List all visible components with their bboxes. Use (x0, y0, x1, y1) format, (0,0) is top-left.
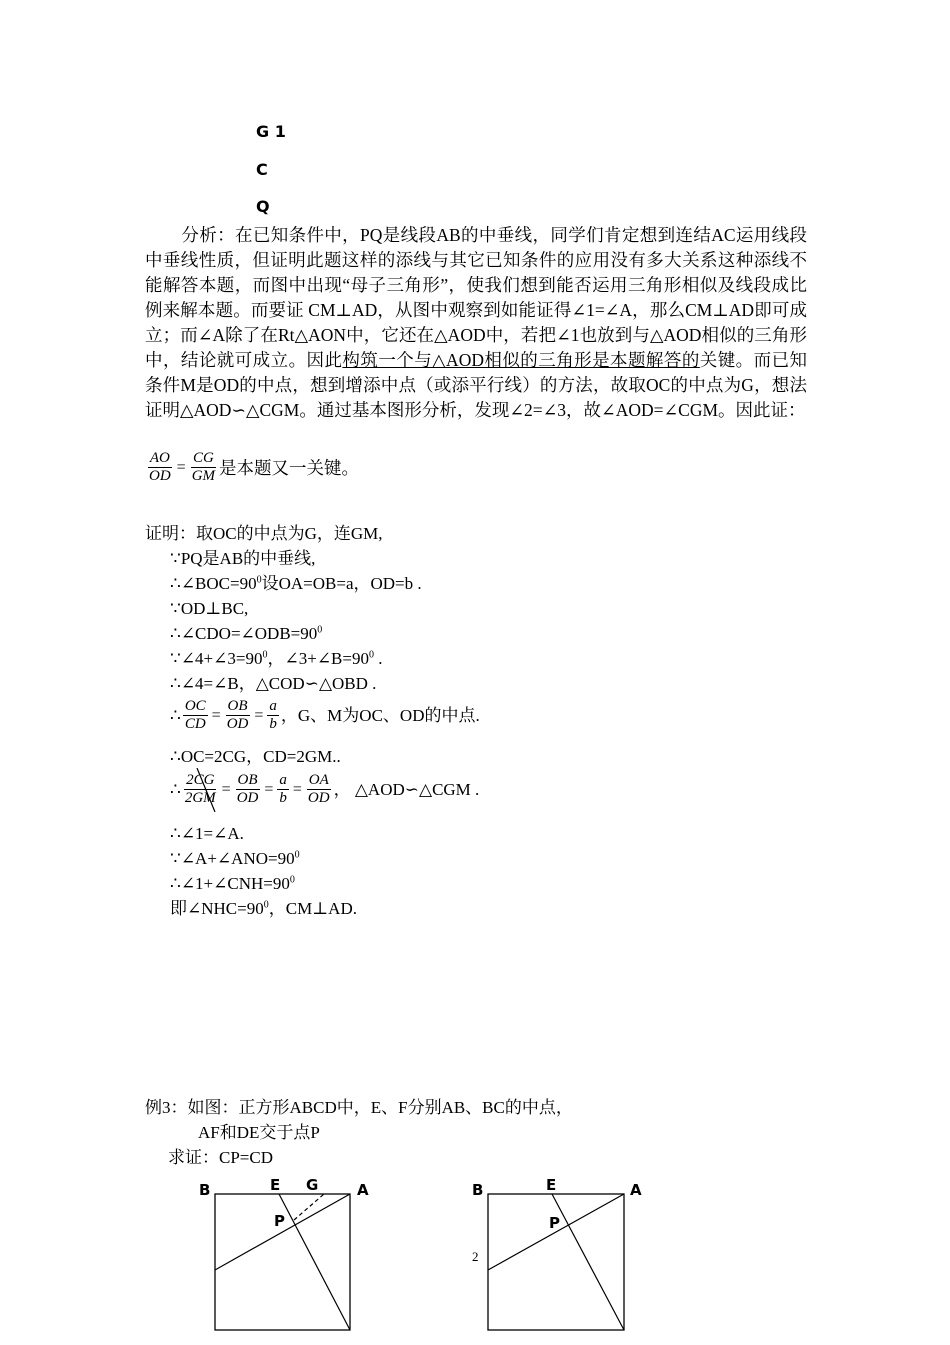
proof-line-10: ∴ $\frac{2CG}{2GM}$ = $\frac{OB}{OD}$ = $\frac{a}{b}$ = $\frac{OA}{OD}$ ， △AOD∽△CGM . (170, 772, 479, 807)
proof-line-1: 证明：取OC的中点为G，连GM, (145, 524, 383, 543)
analysis-fraction-suffix: 是本题又一关键。 (219, 457, 360, 478)
fig1-label-a: A (357, 1181, 369, 1199)
line-af (215, 1194, 350, 1270)
fraction-cg-gm: $\frac{CG}{GM}$ (191, 450, 216, 484)
proof-line-8: ∴ $\frac{OC}{CD}$ = $\frac{OB}{OD}$ = $\frac{a}{b}$ ，G、M为OC、OD的中点. (170, 698, 480, 732)
proof-line-12: $\because\angle A+\angle ANO=90^0$ (170, 849, 300, 868)
analysis-text-1: 分析：在已知条件中，PQ是线段AB的中垂线，同学们肯定想到连结AC运用线段中垂线性质，但证明此题这样的添线与其它已知条件的应用没有多大关系这种添线不能解答本题，而图中出现“母子三角形”，使我们想到能否运用三角形相似及线段成比例来解本题。而要证 CM⊥AD，从图中观察到如能证得∠1=∠A，那么CM⊥AD即可成立；而∠A除了在Rt△AON中，它还在△AOD中，若把∠1也放到与△AOD相似的三角形中，结论就可成立。因此 (145, 225, 807, 370)
proof-line-2: ∵PQ是AB的中垂线, (170, 549, 316, 568)
label-c: C (256, 160, 268, 179)
fig1-label-b: B (199, 1181, 211, 1199)
proof-line-3: $\therefore\angle BOC=90^0$设OA=OB=a，OD=b . (170, 574, 422, 593)
fig2-label-p: P (549, 1214, 560, 1232)
analysis-fraction-line: $\frac{AO}{OD}$ = $\frac{CG}{GM}$ 是本题又一关键。 (149, 450, 360, 484)
fraction-oc-cd: $\frac{OC}{CD}$ (184, 698, 206, 732)
fraction-a-b-2: $\frac{a}{b}$ (279, 772, 287, 806)
proof-line-4: ∵OD⊥BC, (170, 599, 249, 618)
label-q: Q (256, 197, 270, 216)
strike-mark (191, 768, 221, 812)
example3-line-2: AF和DE交于点P (198, 1123, 320, 1142)
example3-line-1: 例3：如图：正方形ABCD中，E、F分别AB、BC的中点， (145, 1098, 573, 1117)
fraction-oa-od: $\frac{OA}{OD}$ (307, 772, 330, 806)
dashed-line-pg (294, 1194, 324, 1220)
fraction-ob-od-2: $\frac{OB}{OD}$ (236, 772, 259, 806)
fraction-ob-od: $\frac{OB}{OD}$ (226, 698, 249, 732)
fig1-label-g: G (306, 1176, 319, 1194)
proof-line-7: ∴∠4=∠B，△COD∽△OBD . (170, 674, 377, 693)
fig2-mark-2: 2 (472, 1249, 479, 1264)
proof-line-5: $\therefore\angle CDO=\angle ODB=90^0$ (170, 624, 323, 643)
label-g1: G 1 (256, 122, 286, 141)
analysis-underlined: 构筑一个与△AOD相似的三角形是本题解答的 (342, 350, 700, 370)
fig2-label-e: E (546, 1176, 557, 1194)
fig2-label-a: A (630, 1181, 642, 1199)
analysis-paragraph (145, 223, 807, 423)
figure-2 (463, 1170, 663, 1340)
proof-line-14: 即$\angle NHC=90^0$，CM⊥AD. (170, 899, 357, 918)
line-af-2 (488, 1194, 624, 1270)
proof-line-9: ∴OC=2CG，CD=2GM.. (170, 747, 341, 766)
figure-1 (190, 1170, 390, 1340)
proof-line-13: $\therefore\angle 1+\angle CNH=90^0$ (170, 874, 295, 893)
fig2-label-b: B (472, 1181, 484, 1199)
analysis-text-2: 关键。而已知条件M是OD的中点，想到增添中点（或添平行线）的方法，故取OC的中点为G，想法证明△AOD∽△CGM。通过基本图形分析，发现∠2=∠3，故∠AOD=∠CGM。因此证： (145, 350, 808, 420)
fraction-a-b: $\frac{a}{b}$ (269, 698, 277, 732)
fig1-label-e: E (270, 1176, 281, 1194)
fraction-ao-od: $\frac{AO}{OD}$ (149, 450, 171, 484)
proof-line-11: ∴∠1=∠A. (170, 824, 244, 843)
example3-line-3: 求证：CP=CD (168, 1148, 273, 1167)
fig1-label-p: P (274, 1212, 285, 1230)
fraction-2cg-2gm: $\frac{2CG}{2GM}$ (183, 772, 218, 807)
proof-line-6: $\because\angle 4+\angle 3=90^0$，$\angle 3+\angle B=90^0$ . (170, 649, 383, 668)
